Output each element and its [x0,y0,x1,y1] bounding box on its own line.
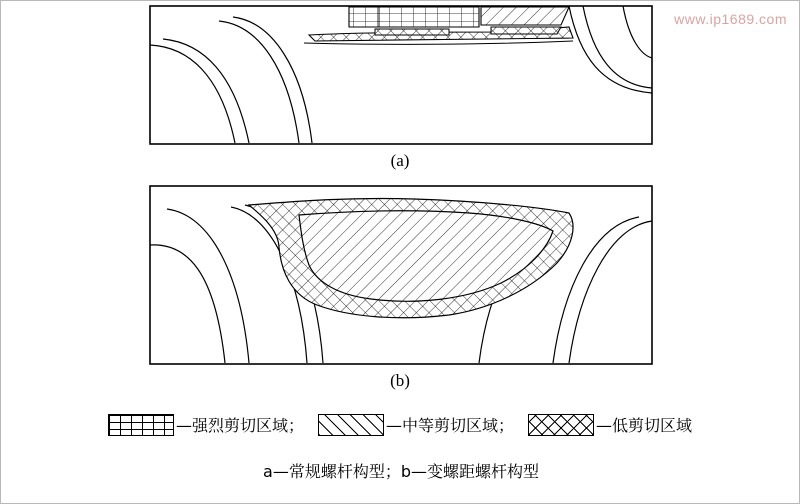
diagram-panel-b [149,185,653,365]
shear-zone-low-a2 [375,29,449,35]
legend-label-medium-shear: —中等剪切区域； [385,416,514,435]
watermark-text: www.ip1689.com [674,11,787,27]
legend-label-low-shear: —低剪切区域 [596,416,693,435]
legend-item-medium-shear [318,413,516,436]
diagram-panel-a [149,5,653,145]
figure-sub-caption: a—常规螺杆构型；b—变螺距螺杆构型 [263,462,539,481]
legend [1,413,800,436]
shear-zone-medium-a [481,7,569,25]
shear-zone-low-a3 [491,27,561,34]
panel-b-caption: (b) [390,371,410,390]
legend-item-high-shear [108,413,306,436]
grid-hatch-swatch-icon [108,414,174,436]
diagonal-hatch-swatch-icon [318,414,384,436]
legend-item-low-shear [528,413,694,436]
legend-label-high-shear: —强烈剪切区域； [175,416,304,435]
shear-zone-high-a [349,7,479,27]
cross-hatch-swatch-icon [528,414,594,436]
panel-a-caption: (a) [390,151,410,170]
